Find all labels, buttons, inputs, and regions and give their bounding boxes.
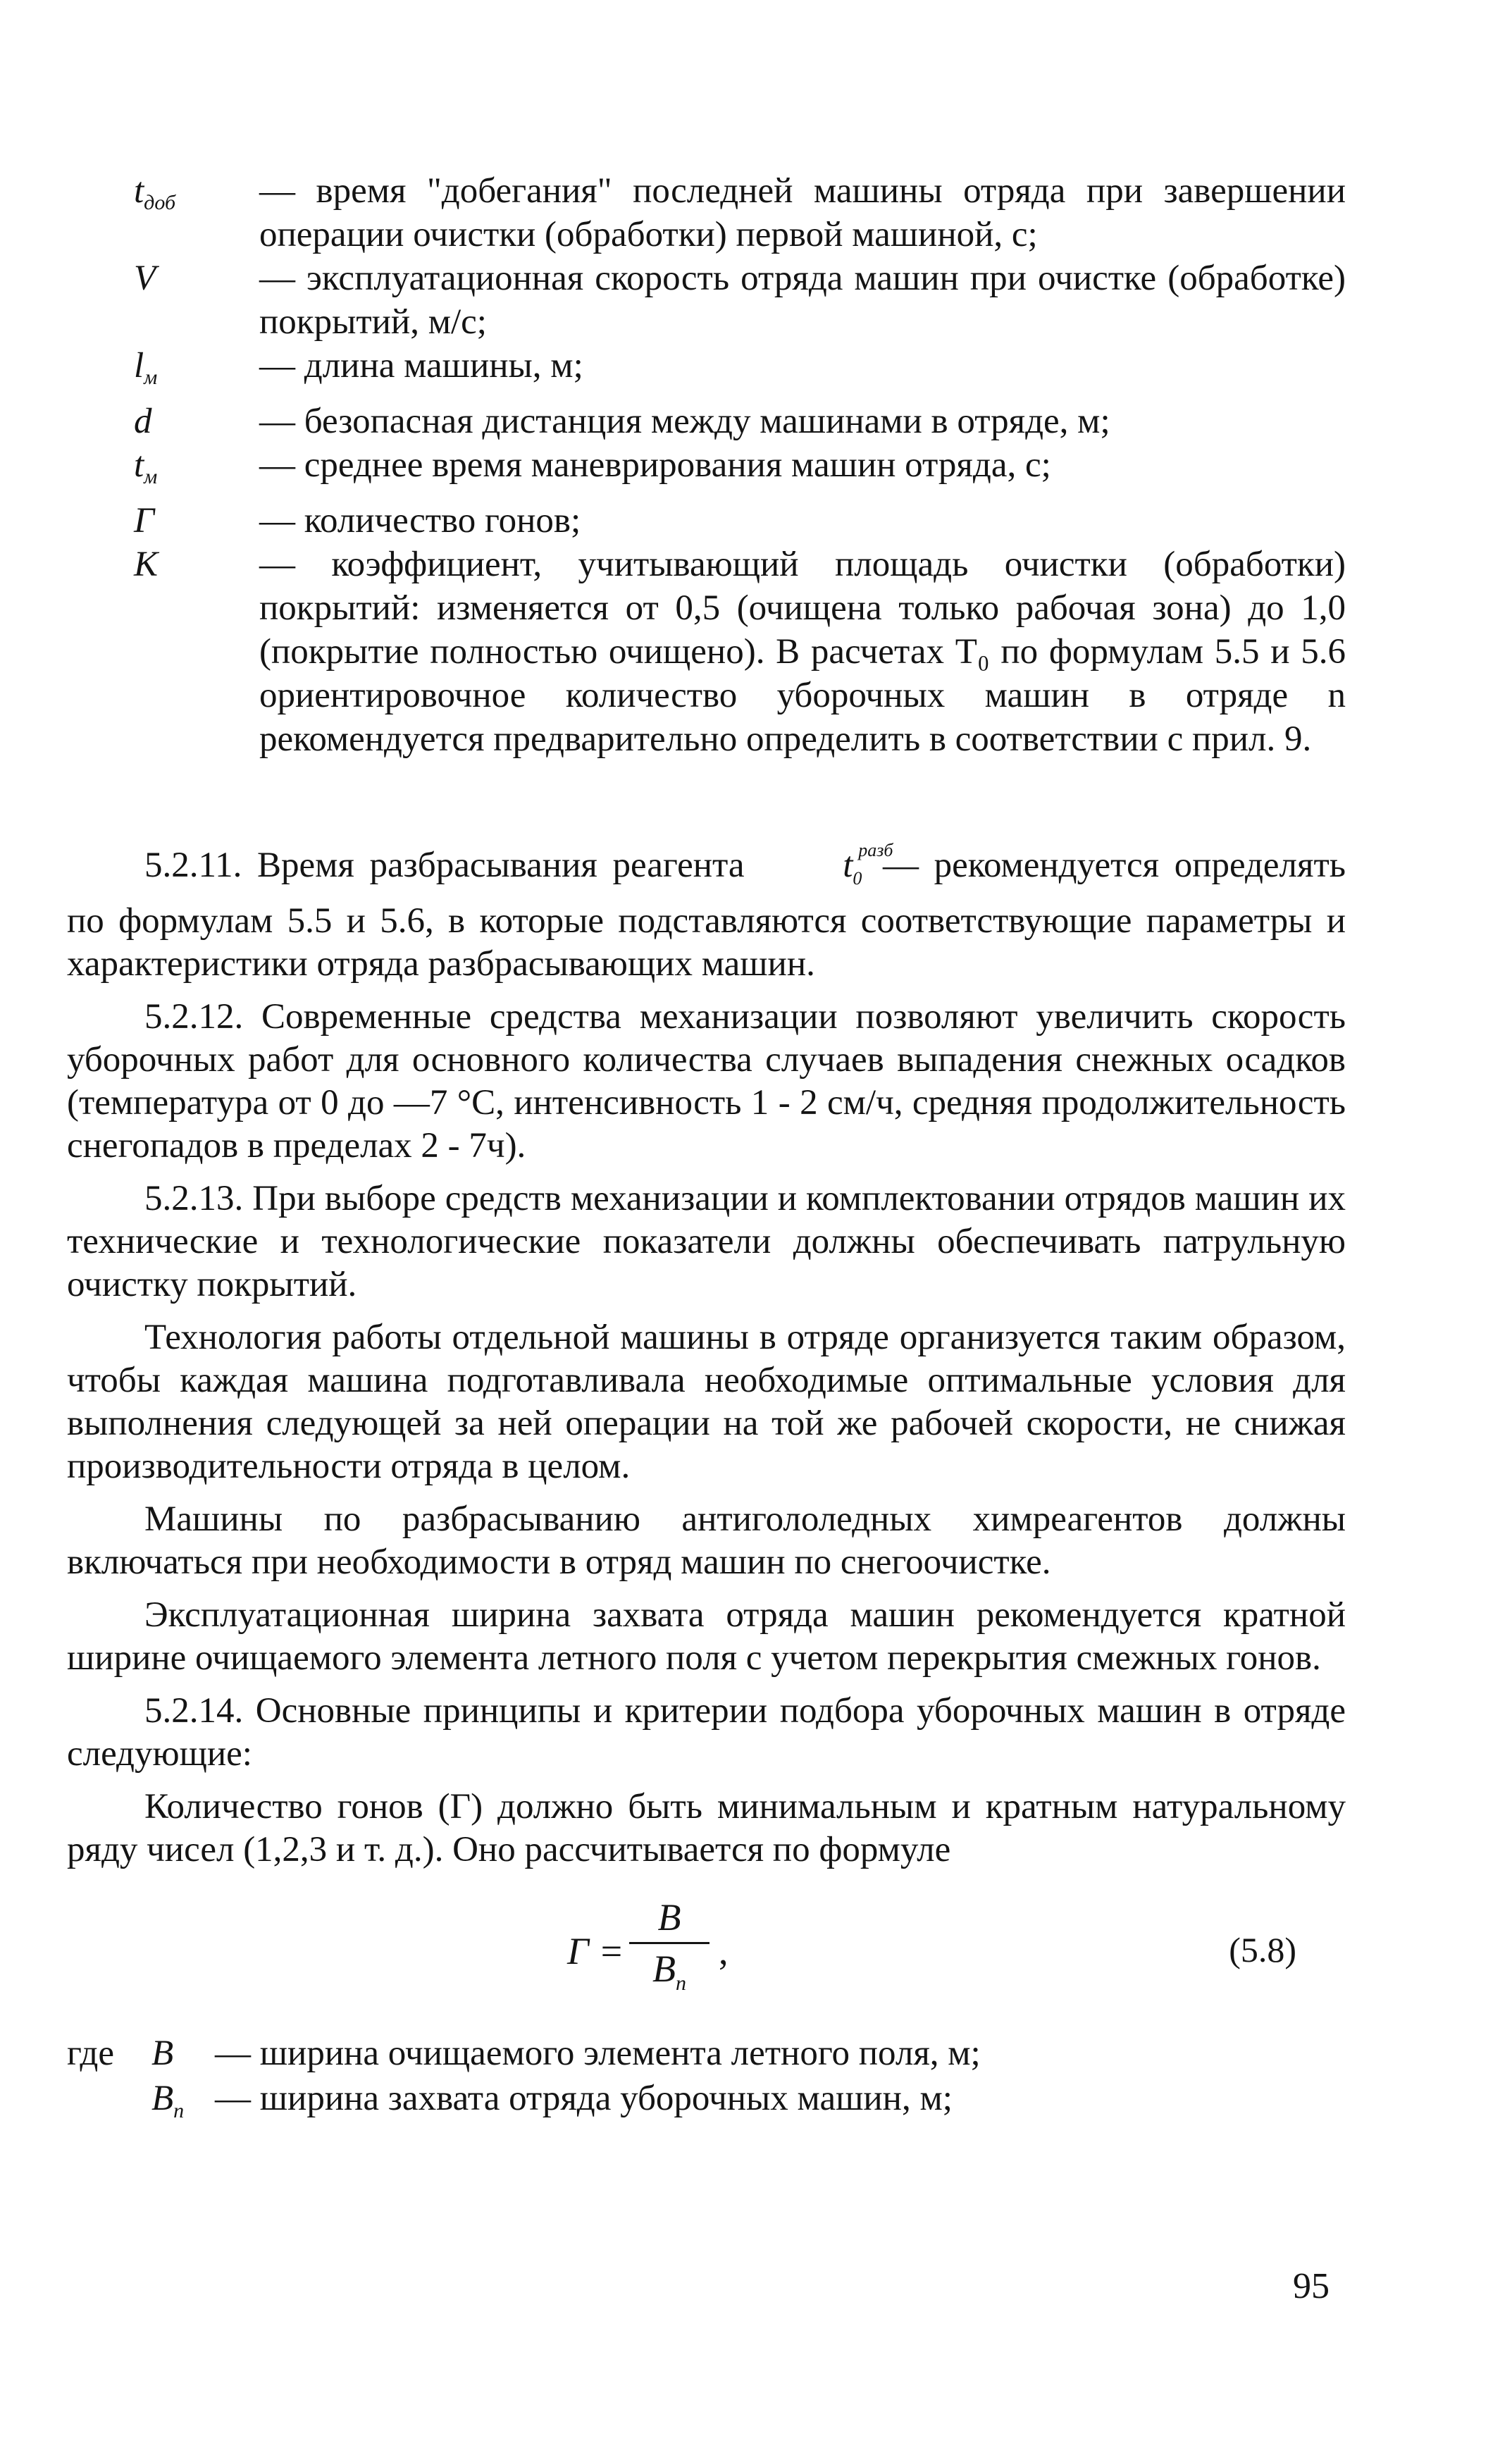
paragraph-reagent-machines: Машины по разбрасыванию антигололедных химреагентов должны включаться при необходимости в отряд машин по снегоочистке. (67, 1499, 1346, 1583)
formula-numerator: B (657, 1896, 681, 1939)
definition-symbol: K (134, 545, 159, 584)
where-text: — ширина очищаемого элемента летного поля, м; (215, 2034, 981, 2074)
definitions-list (134, 169, 1346, 761)
definition-text: — безопасная дистанция между машинами в отряде, м; (259, 402, 1110, 441)
definition-text: — среднее время маневрирования машин отряда, с; (259, 445, 1051, 485)
definition-symbol: V (134, 259, 156, 298)
paragraph-5-2-11: 5.2.11. Время разбрасывания реагента t разб $_0$ — рекомендуется определять по формулам 5.5 и 5.6, в которые подставляются соответствующие параметры и характеристики отряда разбрасывающих машин. (67, 840, 1346, 984)
paragraph-run-count: Количество гонов (Г) должно быть минимальным и кратным натуральному ряду чисел (1,2,3 и т. д.). Оно рассчитывается по формуле (67, 1787, 1346, 1870)
reagent-time-symbol: t разб $_0$ (843, 840, 893, 889)
definition-row (134, 543, 1346, 761)
formula-lhs: Г = (567, 1930, 624, 1973)
where-symbol: $B_n$ (151, 2079, 185, 2123)
where-definitions (67, 2031, 1346, 2134)
definition-symbol: d (134, 402, 152, 441)
paragraph-5-2-12: 5.2.12. Современные средства механизации позволяют увеличить скорость уборочных работ для основного количества случаев выпадения снежных осадков (температура от 0 до —7 °С, интенсивность 1 - 2 см/ч, средняя продолжительность снегопадов в пределах 2 - 7ч). (67, 997, 1346, 1166)
definition-symbol: $t_{доб}$ (134, 171, 176, 214)
where-text: — ширина захвата отряда уборочных машин, м; (215, 2079, 953, 2119)
definition-text: — время "добегания" последней машины отряда при завершении операции очистки (обработки) первой машиной, с; (259, 171, 1346, 254)
page-number: 95 (1293, 2266, 1330, 2306)
fraction-bar (629, 1942, 709, 1944)
body-text (67, 840, 1346, 2134)
definition-row (134, 256, 1346, 344)
where-symbol: B (151, 2034, 174, 2074)
definition-text: — количество гонов; (259, 501, 581, 540)
formula-fraction (624, 1894, 715, 2007)
paragraph-5-2-13: 5.2.13. При выборе средств механизации и комплектовании отрядов машин их технические и технологические показатели должны обеспечивать патрульную очистку покрытий. (67, 1179, 1346, 1305)
formula-comma: , (719, 1930, 729, 1973)
formula-5-8 (67, 1890, 1346, 2024)
where-row (67, 2076, 1346, 2134)
definition-text: — длина машины, м; (259, 346, 583, 385)
definition-row (134, 169, 1346, 256)
definition-symbol: Г (134, 501, 155, 540)
definition-symbol: $l_м$ (134, 346, 158, 389)
paragraph-width: Эксплуатационная ширина захвата отряда машин рекомендуется кратной ширине очищаемого элемента летного поля с учетом перекрытия смежных гонов. (67, 1595, 1346, 1678)
definition-row (134, 443, 1346, 499)
paragraph-5-2-14: 5.2.14. Основные принципы и критерии подбора уборочных машин в отряде следующие: (67, 1691, 1346, 1774)
definition-row (134, 499, 1346, 543)
definition-row (134, 344, 1346, 400)
definition-text: — коэффициент, учитывающий площадь очистки (обработки) покрытий: изменяется от 0,5 (очищена только рабочая зона) до 1,0 (покрытие полностью очищено). В расчетах T₀ по формулам 5.5 и 5.6 ориентировочное количество уборочных машин в отряде n рекомендуется предварительно определить в соответствии с прил. 9. (259, 545, 1346, 759)
formula-denominator: $B_n$ (652, 1948, 686, 1995)
definition-text: — эксплуатационная скорость отряда машин при очистке (обработке) покрытий, м/с; (259, 259, 1346, 342)
where-row: где B — ширина очищаемого элемента летного поля, м; (67, 2031, 1346, 2076)
definition-row (134, 400, 1346, 443)
paragraph-technology: Технология работы отдельной машины в отряде организуется таким образом, чтобы каждая машина подготавливала необходимые оптимальные условия для выполнения следующей за ней операции на той же рабочей скорости, не снижая производительности отряда в целом. (67, 1318, 1346, 1487)
formula-number: (5.8) (1229, 1930, 1296, 1970)
definition-symbol: $t_м$ (134, 445, 158, 488)
